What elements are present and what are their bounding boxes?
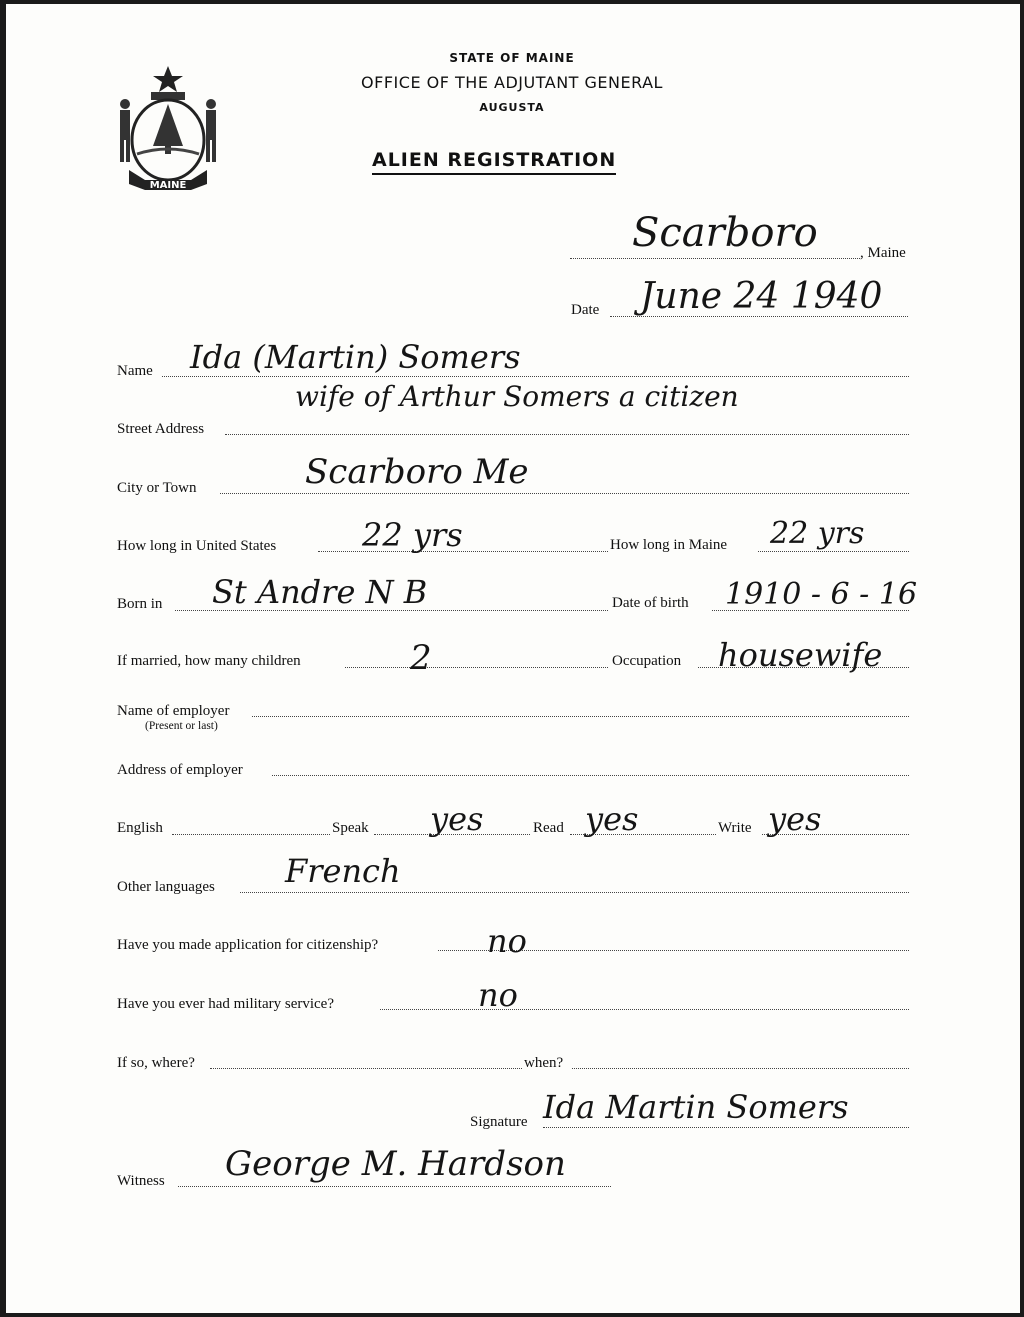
- other-languages-entry: French: [285, 852, 401, 890]
- city-line: [220, 493, 909, 494]
- read-entry: yes: [585, 800, 639, 838]
- signature-line: [543, 1127, 909, 1128]
- employer-label: Name of employer: [117, 703, 230, 719]
- born-in-label: Born in: [117, 596, 163, 612]
- speak-entry: yes: [430, 800, 484, 838]
- town-entry: Scarboro: [632, 210, 818, 256]
- children-entry: 2: [410, 638, 432, 678]
- city-label: City or Town: [117, 480, 197, 496]
- military-entry: no: [478, 976, 518, 1014]
- write-label: Write: [718, 820, 752, 836]
- how-long-us-entry: 22 yrs: [362, 516, 463, 554]
- name-note-entry: wife of Arthur Somers a citizen: [295, 380, 739, 413]
- employer-address-label: Address of employer: [117, 762, 243, 778]
- born-in-entry: St Andre N B: [212, 573, 428, 611]
- how-long-maine-line: [758, 551, 909, 552]
- other-languages-line: [240, 892, 909, 893]
- english-line: [172, 834, 330, 835]
- date-entry: June 24 1940: [640, 276, 883, 317]
- when-label: when?: [524, 1055, 564, 1071]
- employer-note: (Present or last): [145, 720, 218, 732]
- witness-line: [178, 1186, 611, 1187]
- speak-label: Speak: [332, 820, 369, 836]
- military-label: Have you ever had military service?: [117, 996, 334, 1012]
- when-line: [572, 1068, 909, 1069]
- date-of-birth-label: Date of birth: [612, 595, 689, 611]
- citizenship-label: Have you made application for citizenship?: [117, 937, 379, 953]
- write-entry: yes: [768, 800, 822, 838]
- date-of-birth-entry: 1910 - 6 - 16: [725, 577, 918, 612]
- date-label: Date: [571, 302, 600, 318]
- occupation-label: Occupation: [612, 653, 682, 669]
- form-title: ALIEN REGISTRATION: [372, 149, 616, 175]
- seal-banner-text: MAINE: [149, 180, 187, 190]
- other-languages-label: Other languages: [117, 879, 215, 895]
- if-so-where-line: [210, 1068, 522, 1069]
- street-address-label: Street Address: [117, 421, 205, 437]
- military-line: [380, 1009, 909, 1010]
- city-entry: Scarboro Me: [305, 452, 529, 492]
- children-line: [345, 667, 608, 668]
- signature-label: Signature: [470, 1114, 528, 1130]
- signature-entry: Ida Martin Somers: [543, 1088, 849, 1126]
- children-label: If married, how many children: [117, 653, 301, 669]
- witness-entry: George M. Hardson: [225, 1144, 566, 1184]
- if-so-where-label: If so, where?: [117, 1055, 195, 1071]
- how-long-us-label: How long in United States: [117, 538, 277, 554]
- header-office: OFFICE OF THE ADJUTANT GENERAL: [361, 73, 663, 92]
- town-line: [570, 258, 860, 259]
- name-label: Name: [117, 363, 153, 379]
- english-label: English: [117, 820, 163, 836]
- read-label: Read: [533, 820, 564, 836]
- street-address-line: [225, 434, 909, 435]
- name-line: [162, 376, 909, 377]
- witness-label: Witness: [117, 1173, 165, 1189]
- how-long-maine-label: How long in Maine: [610, 537, 728, 553]
- header-city: AUGUSTA: [479, 101, 545, 114]
- citizenship-entry: no: [487, 922, 527, 960]
- header-state: STATE OF MAINE: [449, 51, 575, 65]
- name-entry: Ida (Martin) Somers: [190, 338, 521, 376]
- employer-address-line: [272, 775, 909, 776]
- how-long-maine-entry: 22 yrs: [770, 516, 865, 551]
- employer-line: [252, 716, 909, 717]
- occupation-entry: housewife: [718, 636, 883, 674]
- maine-label: , Maine: [860, 245, 906, 261]
